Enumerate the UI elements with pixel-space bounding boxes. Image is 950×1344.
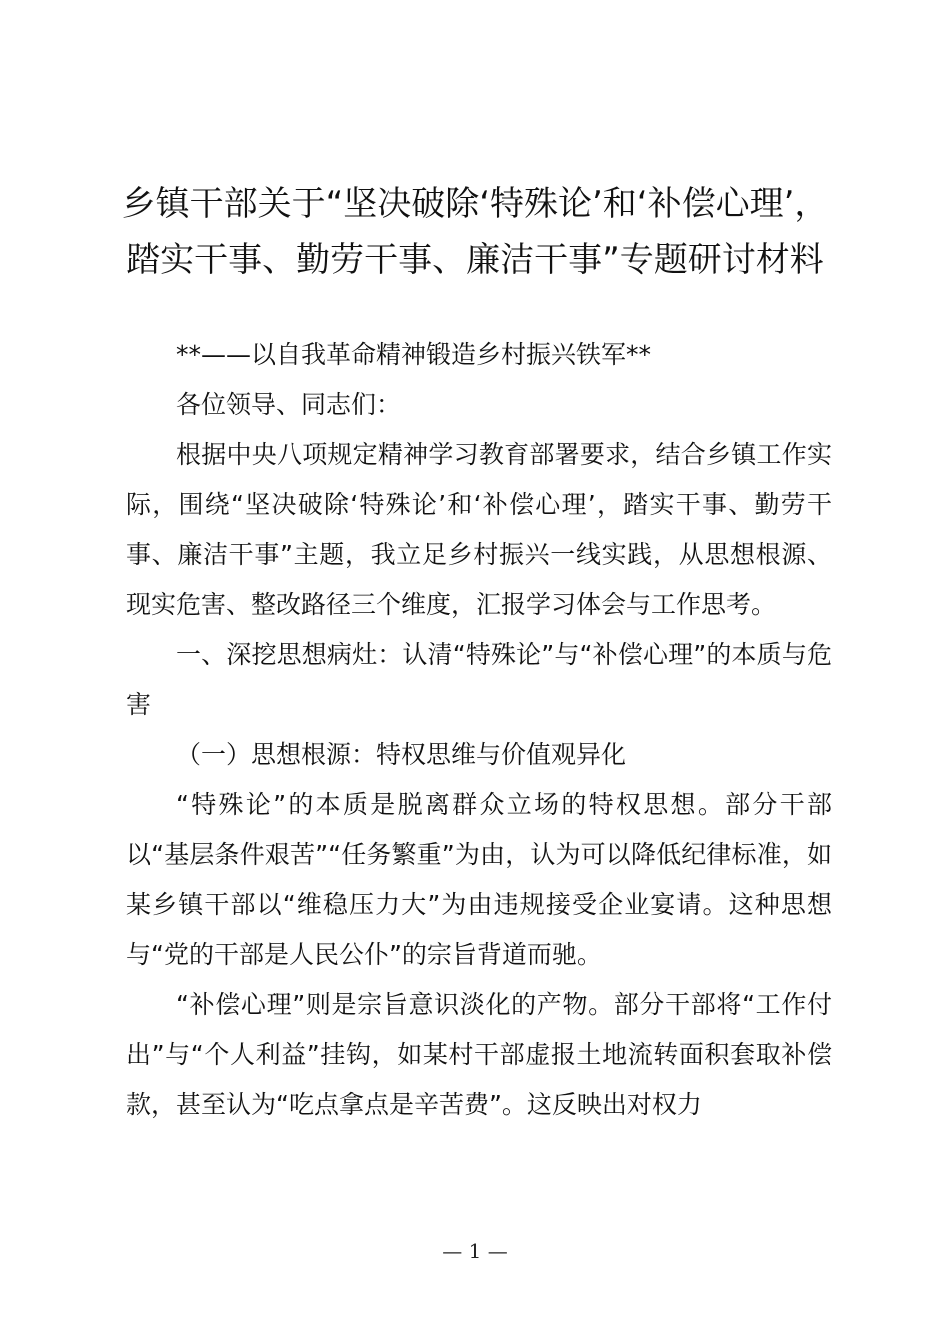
salutation: 各位领导、同志们：	[176, 390, 402, 419]
document-title: 乡镇干部关于“坚决破除‘特殊论’和‘补偿心理’，踏实干事、勤劳干事、廉洁干事”专题研讨材料	[121, 184, 829, 280]
document-subtitle: **——以自我革命精神锻造乡村振兴铁军**	[176, 340, 652, 369]
page-number: — 1 —	[442, 1239, 508, 1263]
section-heading: 一、深挖思想病灶：认清“特殊论”与“补偿心理”的本质与危害	[126, 640, 832, 719]
body-paragraph: 根据中央八项规定精神学习教育部署要求，结合乡镇工作实际，围绕“坚决破除‘特殊论’和‘补偿心理’，踏实干事、勤劳干事、廉洁干事”主题，我立足乡村振兴一线实践，从思想根源、现实危害、整改路径三个维度，汇报学习体会与工作思考。	[126, 440, 832, 619]
body-paragraph: “补偿心理”则是宗旨意识淡化的产物。部分干部将“工作付出”与“个人利益”挂钩，如某村干部虚报土地流转面积套取补偿款，甚至认为“吃点拿点是辛苦费”。这反映出对权力	[126, 990, 832, 1119]
document-body	[126, 330, 832, 1130]
body-paragraph: “特殊论”的本质是脱离群众立场的特权思想。部分干部以“基层条件艰苦”“任务繁重”为由，认为可以降低纪律标准，如某乡镇干部以“维稳压力大”为由违规接受企业宴请。这种思想与“党的干部是人民公仆”的宗旨背道而驰。	[126, 790, 832, 969]
subsection-heading: （一）思想根源：特权思维与价值观异化	[176, 740, 627, 769]
